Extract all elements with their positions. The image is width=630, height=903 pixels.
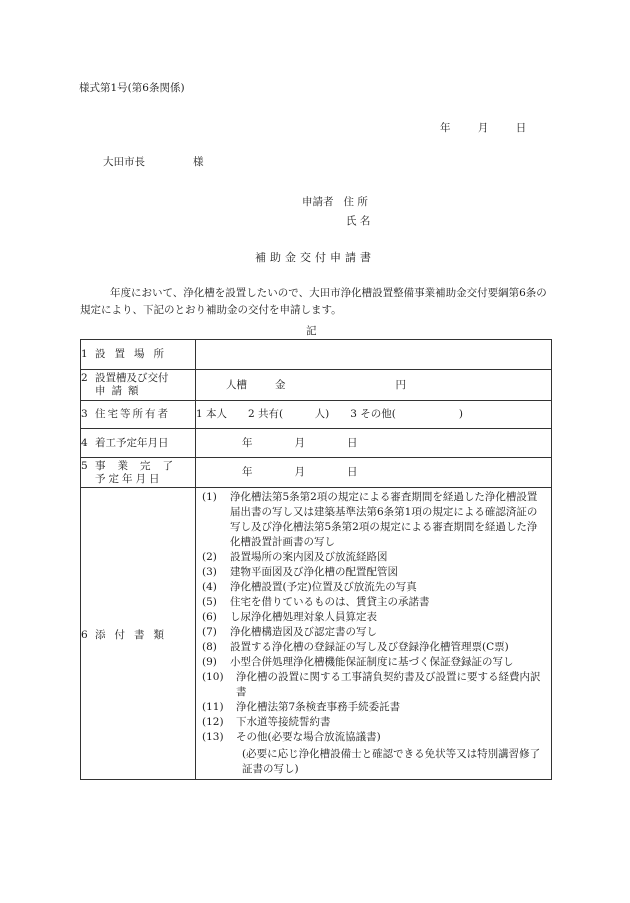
list-item: (3) 建物平面図及び浄化槽の配置配管図 xyxy=(202,566,398,578)
kin-label: 金 xyxy=(275,378,286,391)
date-month-label: 月 xyxy=(477,122,489,134)
table-row xyxy=(81,370,552,401)
form-number: 様式第1号(第6条関係) xyxy=(79,82,185,94)
list-item: (7) 浄化槽構造図及び認定書の写し xyxy=(202,626,377,638)
row-label: 2 設置槽及び交付 申請額 xyxy=(81,370,196,401)
table-row xyxy=(81,488,552,780)
list-item: (12) 下水道等接続誓約書 xyxy=(202,716,331,728)
list-item: (8) 設置する浄化槽の登録証の写し及び登録浄化槽管理票(C票) xyxy=(202,641,509,653)
table-row xyxy=(81,401,552,429)
list-item: (10) 浄化槽の設置に関する工事請負契約書及び設置に要する経費内訳書 xyxy=(202,671,541,698)
ninso-label: 人槽 xyxy=(226,378,247,391)
applicant-label: 申請者 xyxy=(302,196,334,208)
row-label: 4 着工予定年月日 xyxy=(81,429,196,458)
applicant-name-label: 氏 名 xyxy=(346,215,371,227)
list-item: (1) 浄化槽法第5条第2項の規定による審査期間を経過した浄化槽設置届出書の写し又は建築基準法第6条第1項の規定による確認済証の写し及び浄化槽法第5条第2項の規定による審査期間を経過した浄化槽設置計画書の写し xyxy=(202,491,538,548)
list-item: (11) 浄化槽法第7条検査事務手続委託書 xyxy=(202,701,401,713)
table-row xyxy=(81,429,552,458)
document-title: 補助金交付申請書 xyxy=(255,251,375,264)
applicant-address-line xyxy=(302,194,368,209)
addressee: 大田市長 xyxy=(103,156,145,168)
owner-options[interactable]: 1 本人 2 共有( 人) 3 その他( ) xyxy=(196,401,552,429)
address-label: 住 所 xyxy=(343,196,368,208)
date-day-label: 日 xyxy=(515,122,527,134)
addressee-line xyxy=(103,154,204,169)
attached-documents-cell xyxy=(196,488,552,780)
application-date xyxy=(440,120,526,135)
list-item: (9) 小型合併処理浄化槽機能保証制度に基づく保証登録証の写し xyxy=(202,656,514,668)
yen-label: 円 xyxy=(395,378,406,391)
tank-size-and-amount-field[interactable] xyxy=(196,370,552,401)
date-year-label: 年 xyxy=(440,122,451,134)
table-row xyxy=(81,340,552,370)
row-label: 3 住宅等所有者 xyxy=(81,401,196,429)
row-label: 5 事業完了 予定年月日 xyxy=(81,458,196,488)
row-label: 1 設置場所 xyxy=(81,340,196,370)
honorific: 様 xyxy=(193,156,204,168)
table-row xyxy=(81,458,552,488)
application-details-table xyxy=(80,339,552,780)
installation-location-field[interactable] xyxy=(196,340,552,370)
list-item: (5) 住宅を借りているものは、賃貸主の承諾書 xyxy=(202,596,430,608)
ki-heading: 記 xyxy=(306,325,317,337)
completion-date-field[interactable]: 年 月 日 xyxy=(196,458,552,488)
start-date-field[interactable]: 年 月 日 xyxy=(196,429,552,458)
row-label: 6 添付書類 xyxy=(81,488,196,780)
list-item: (6) し尿浄化槽処理対象人員算定表 xyxy=(202,611,377,623)
intro-paragraph: 年度において、浄化槽を設置したいので、大田市浄化槽設置整備事業補助金交付要綱第6条の規定により、下記のとおり補助金の交付を申請します。 xyxy=(80,287,547,316)
list-item: (2) 設置場所の案内図及び放流経路図 xyxy=(202,551,388,563)
documents-list xyxy=(196,488,551,747)
documents-note: (必要に応じ浄化槽設備士と確認できる免状等又は特別講習修了証書の写し) xyxy=(242,748,541,775)
list-item: (4) 浄化槽設置(予定)位置及び放流先の写真 xyxy=(202,581,417,593)
list-item: (13) その他(必要な場合放流協議書) xyxy=(202,731,381,743)
